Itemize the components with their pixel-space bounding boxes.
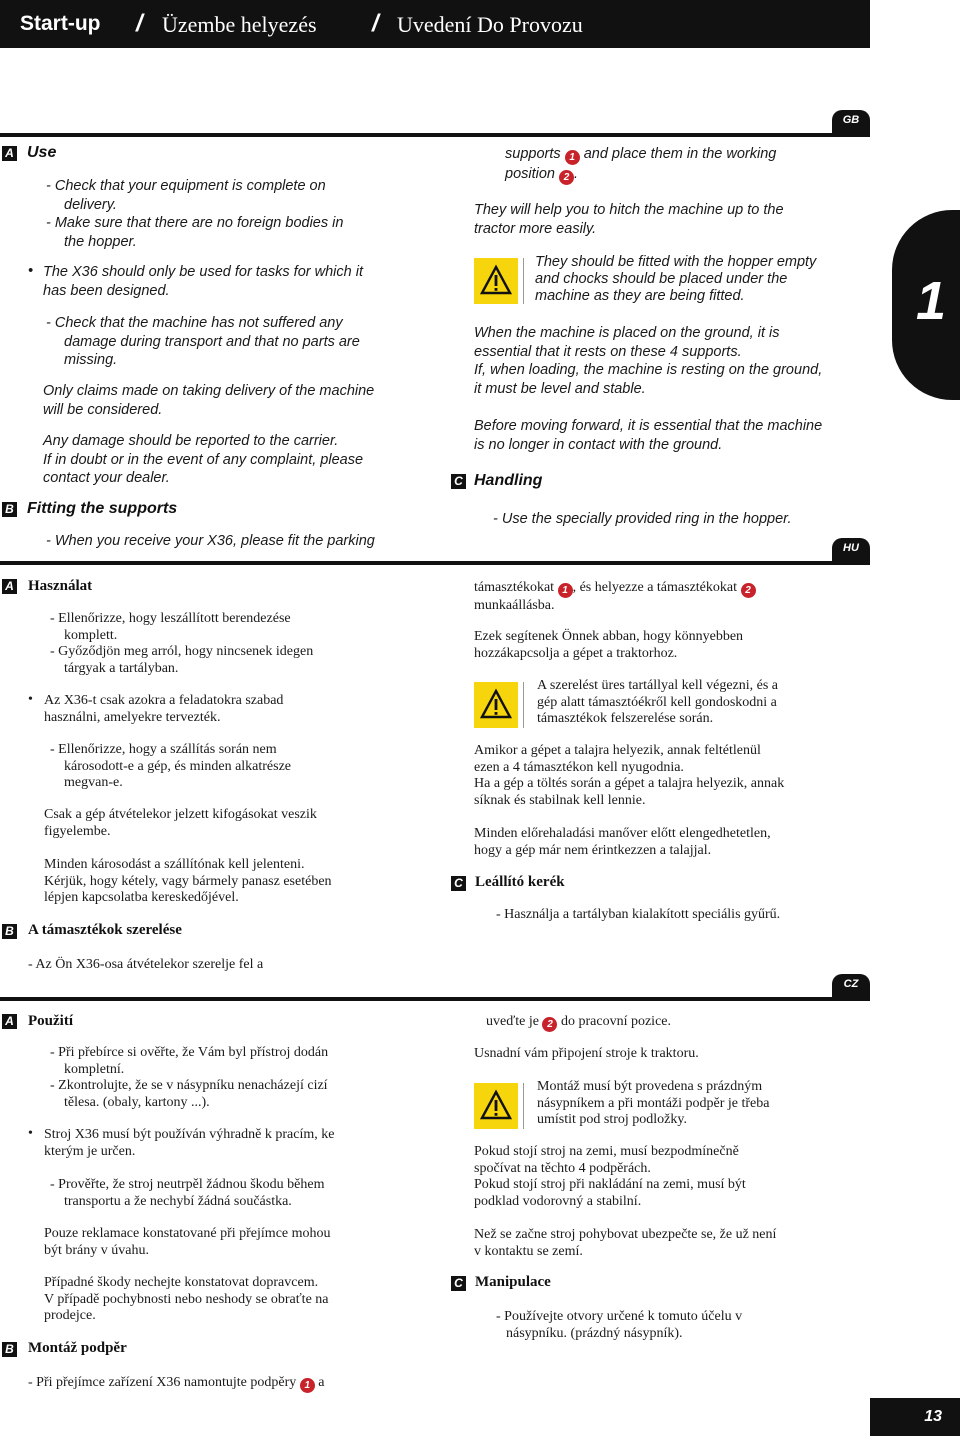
text-line: - Ellenőrizze, hogy a szállítás során nem [50, 742, 277, 757]
hu-forward-text [474, 826, 864, 859]
page-header [0, 0, 870, 48]
hu-hitch-text [474, 629, 864, 662]
text-line: hogy a gép már nem érintkezzen a talajjal. [474, 842, 712, 858]
text-line: Only claims made on taking delivery of the machine [43, 383, 375, 399]
text-line: and chocks should be placed under the [535, 271, 788, 287]
text-line: umístit pod stroj podložky. [537, 1112, 687, 1127]
text-line: will be considered. [43, 401, 163, 418]
text-line: When the machine is placed on the ground, it is [474, 325, 780, 341]
marker-1-icon: 1 [300, 1378, 315, 1393]
section-title-montaz: Montáž podpěr [28, 1340, 127, 1356]
text-line: - Ellenőrizze, hogy leszállított berendezése [50, 611, 291, 626]
text-line: transportu a že nechybí žádná součástka. [64, 1193, 292, 1209]
text-line: - Zkontrolujte, že se v násypníku nenacházejí cizí [50, 1078, 328, 1093]
text-line: Montáž musí být provedena s prázdným [537, 1079, 763, 1094]
warning-icon [474, 682, 518, 728]
gb-left-text [46, 177, 426, 251]
text-line: V případě pochybnosti nebo neshody se obraťte na [44, 1291, 329, 1307]
text-line: támasztékok felszerelése során. [537, 711, 714, 726]
gb-bullet-text [43, 263, 423, 300]
text-line: násypníku. (prázdný násypník). [506, 1325, 683, 1341]
text-line: síknak és stabilnak kell lennie. [474, 792, 646, 808]
divider [523, 1083, 524, 1129]
cz-right-supports [486, 1014, 876, 1032]
text-line: Ezek segítenek Önnek abban, hogy könnyebben [474, 629, 744, 644]
text-line: supports [505, 146, 561, 162]
hu-handling-text: - Használja a tartályban kialakított speciális gyűrű. [496, 907, 781, 922]
marker-2-icon: 2 [559, 170, 574, 185]
section-title-leallito: Leállító kerék [475, 874, 565, 890]
marker-2-icon: 2 [542, 1017, 557, 1032]
text-line: Any damage should be reported to the carrier. [43, 433, 339, 449]
text-line: and place them in the working [583, 146, 777, 162]
warning-icon [474, 1083, 518, 1129]
text-line: damage during transport and that no parts are [64, 333, 360, 350]
text-line: - Používejte otvory určené k tomuto účelu v [496, 1309, 743, 1324]
text-line: figyelembe. [44, 823, 111, 839]
hu-check-text [50, 742, 430, 792]
section-letter-b: B [2, 1342, 17, 1357]
text-line: - Při přebírce si ověřte, že Vám byl přístroj dodán [50, 1045, 329, 1060]
cz-claims-text [44, 1226, 434, 1259]
text-line: spočívat na těchto 4 podpěrách. [474, 1160, 651, 1176]
text-line: ezen a 4 támasztékon kell nyugodnia. [474, 759, 684, 775]
section-rule-hu [0, 561, 870, 565]
text-line: Pokud stojí stroj při nakládání na zemi, musí být [474, 1177, 746, 1192]
marker-2-icon: 2 [741, 583, 756, 598]
text-line: Az X36-t csak azokra a feladatokra szabad [44, 693, 284, 708]
gb-forward-text [474, 417, 864, 454]
text-line: it must be level and stable. [474, 380, 646, 397]
text-line: být brány v úvahu. [44, 1242, 149, 1258]
text-line: - Make sure that there are no foreign bodies in [46, 215, 344, 231]
gb-hitch-text [474, 201, 854, 238]
cz-left-text [50, 1045, 440, 1111]
text-line: - Check that the machine has not suffered any [46, 315, 343, 331]
text-line: is no longer in contact with the ground. [474, 436, 723, 453]
chapter-number: 1 [916, 271, 947, 331]
text-line: A szerelést üres tartállyal kell végezni, és a [537, 678, 779, 693]
text-line: használni, amelyekre tervezték. [44, 709, 221, 725]
hu-left-text [50, 611, 430, 677]
gb-warning-text [535, 254, 865, 305]
section-title-manipulace: Manipulace [475, 1274, 551, 1290]
cz-bullet-text [44, 1127, 434, 1160]
cz-fit-text [28, 1375, 428, 1393]
text-line: Pokud stojí stroj na zemi, musí bezpodmínečně [474, 1144, 739, 1159]
hu-ground-text [474, 743, 874, 809]
text-line: támasztékokat [474, 580, 555, 595]
text-line: Než se začne stroj pohybovat ubezpečte se, že už není [474, 1227, 777, 1242]
text-line: Pouze reklamace konstatované při přejímce mohou [44, 1226, 331, 1241]
cz-damage-text [44, 1275, 434, 1325]
text-line: prodejce. [44, 1308, 96, 1323]
section-letter-a: A [2, 1014, 17, 1029]
section-letter-a: A [2, 146, 17, 161]
header-cz-title: Uvedení Do Provozu [397, 12, 583, 37]
text-line: If in doubt or in the event of any complaint, please [43, 451, 364, 468]
section-letter-c: C [451, 876, 466, 891]
header-separator: / [372, 10, 379, 37]
text-line: - Check that your equipment is complete on [46, 178, 326, 194]
text-line: - Győződjön meg arról, hogy nincsenek idegen [50, 644, 314, 659]
marker-1-icon: 1 [565, 150, 580, 165]
hu-right-supports [474, 580, 864, 615]
bullet-icon: • [28, 263, 34, 279]
text-line: kompletní. [64, 1061, 125, 1077]
section-letter-c: C [451, 474, 466, 489]
text-line: gép alatt támasztóékről kell gondoskodni a [537, 694, 777, 710]
section-rule-gb [0, 133, 870, 137]
cz-ground-text [474, 1144, 874, 1210]
cz-warning-text [537, 1079, 867, 1129]
warning-icon [474, 258, 518, 304]
section-title-use: Use [27, 144, 57, 161]
text-line: - Prověřte, že stroj neutrpěl žádnou škodu během [50, 1177, 325, 1192]
cz-forward-text [474, 1227, 874, 1260]
marker-1-icon: 1 [558, 583, 573, 598]
hu-bullet-text [44, 693, 424, 726]
divider [523, 682, 524, 728]
text-line: megvan-e. [64, 775, 123, 790]
language-tab-cz: CZ [832, 974, 870, 998]
header-startup: Start-up [20, 12, 101, 35]
chapter-side-tab [892, 210, 960, 400]
cz-hitch-text: Usnadní vám připojení stroje k traktoru. [474, 1046, 699, 1061]
section-title-fitting: Fitting the supports [27, 500, 178, 517]
text-line: Before moving forward, it is essential that the machine [474, 418, 823, 434]
hu-damage-text [44, 857, 424, 907]
divider [523, 258, 524, 304]
gb-ground-text [474, 324, 864, 398]
gb-fit-text: - When you receive your X36, please fit the parking [46, 533, 375, 549]
gb-claims-text [43, 382, 423, 419]
text-line: Stroj X36 musí být používán výhradně k pracím, ke [44, 1127, 335, 1142]
text-line: missing. [64, 352, 118, 368]
text-line: The X36 should only be used for tasks for which it [43, 264, 363, 280]
header-separator: / [136, 10, 143, 37]
section-rule-cz [0, 997, 870, 1001]
text-line: podklad vodorovný a stabilní. [474, 1193, 642, 1209]
text-line: v kontaktu se zemí. [474, 1243, 583, 1259]
bullet-icon: • [28, 1126, 33, 1141]
text-line: If, when loading, the machine is resting on the ground, [474, 362, 823, 378]
language-tab-hu: HU [832, 538, 870, 562]
text-line: Csak a gép átvételekor jelzett kifogásokat veszik [44, 807, 317, 822]
gb-damage-text [43, 432, 423, 488]
hu-claims-text [44, 807, 424, 840]
section-title-hasznalat: Használat [28, 578, 93, 594]
hu-fit-text: - Az Ön X36-osa átvételekor szerelje fel a [28, 957, 264, 972]
text-line: Amikor a gépet a talajra helyezik, annak feltétlenül [474, 743, 761, 758]
gb-handling-text: - Use the specially provided ring in the hopper. [493, 511, 792, 527]
section-letter-c: C [451, 1276, 466, 1291]
text-line: contact your dealer. [43, 470, 170, 486]
text-line: , és helyezze a támasztékokat [572, 580, 737, 595]
gb-right-supports [505, 145, 865, 185]
text-line: the hopper. [64, 233, 137, 250]
text-line: a [318, 1375, 325, 1390]
text-line: násypníkem a při montáži podpěr je třeba [537, 1095, 770, 1111]
section-letter-b: B [2, 502, 17, 517]
text-line: Kérjük, hogy kétely, vagy bármely panasz esetében [44, 873, 332, 889]
text-line: tractor more easily. [474, 220, 597, 237]
section-title-handling: Handling [474, 472, 543, 489]
language-tab-gb: GB [832, 110, 870, 134]
text-line: do pracovní pozice. [560, 1014, 671, 1029]
gb-check-text [46, 314, 426, 370]
text-line: position [505, 166, 555, 182]
text-line: tárgyak a tartályban. [64, 660, 179, 676]
section-letter-b: B [2, 924, 17, 939]
text-line: kterým je určen. [44, 1143, 136, 1159]
cz-handling-text [496, 1309, 886, 1342]
text-line: . [574, 166, 579, 182]
text-line: delivery. [64, 196, 117, 213]
section-title-tamasztekok: A támasztékok szerelése [28, 922, 182, 938]
text-line: - Při přejímce zařízení X36 namontujte podpěry [28, 1375, 297, 1390]
header-hu-title: Üzembe helyezés [162, 12, 317, 37]
cz-check-text [50, 1177, 440, 1210]
text-line: Případné škody nechejte konstatovat dopravcem. [44, 1275, 319, 1290]
section-letter-a: A [2, 579, 17, 594]
text-line: They should be fitted with the hopper empty [535, 254, 817, 270]
text-line: hozzákapcsolja a gépet a traktorhoz. [474, 645, 678, 661]
text-line: machine as they are being fitted. [535, 288, 745, 304]
text-line: Minden károsodást a szállítónak kell jelenteni. [44, 857, 305, 872]
text-line: Minden előrehaladási manőver előtt elengedhetetlen, [474, 826, 771, 841]
text-line: They will help you to hitch the machine up to the [474, 202, 784, 218]
text-line: lépjen kapcsolatba kereskedőjével. [44, 890, 239, 905]
text-line: komplett. [64, 627, 118, 643]
section-title-pouziti: Použití [28, 1013, 73, 1029]
bullet-icon: • [28, 692, 33, 707]
text-line: károsodott-e a gép, és minden alkatrésze [64, 758, 292, 774]
text-line: has been designed. [43, 282, 170, 299]
text-line: tělesa. (obaly, kartony ...). [64, 1094, 210, 1110]
text-line: munkaállásba. [474, 598, 555, 613]
hu-warning-text [537, 678, 867, 728]
page-number: 13 [870, 1398, 960, 1436]
text-line: uveďte je [486, 1014, 539, 1029]
text-line: essential that it rests on these 4 supports. [474, 343, 742, 360]
text-line: Ha a gép a töltés során a gépet a talajra helyezik, annak [474, 776, 785, 791]
